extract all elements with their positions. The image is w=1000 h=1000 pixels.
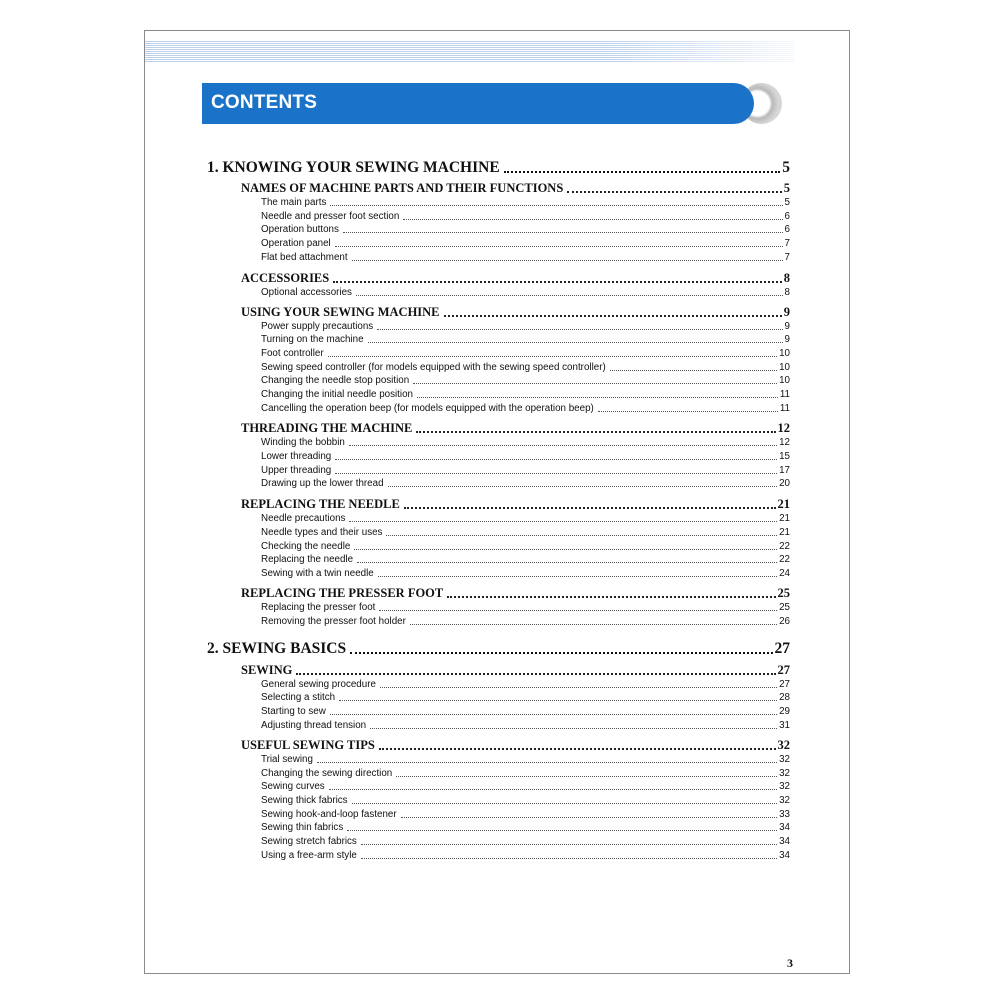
toc-page-number: 20 [779,478,790,489]
dot-leader [567,190,781,193]
toc-title: Sewing thick fabrics [261,795,348,806]
toc-title: Turning on the machine [261,334,364,345]
toc-page-number: 11 [779,403,790,414]
toc-item [261,781,790,792]
toc-title: Sewing thin fabrics [261,822,344,833]
document-page [144,30,850,974]
toc-title: Removing the presser foot holder [261,616,406,627]
toc-section [241,181,790,196]
toc-title: REPLACING THE PRESSER FOOT [241,586,444,600]
toc-title: REPLACING THE NEEDLE [241,497,400,511]
toc-title: Changing the sewing direction [261,768,393,779]
toc-section [241,305,790,320]
toc-title: Selecting a stitch [261,692,336,703]
toc-section [241,663,790,678]
toc-title: Upper threading [261,465,332,476]
dot-leader [317,761,777,763]
dot-leader [598,410,778,412]
toc-title: Power supply precautions [261,321,374,332]
dot-leader [335,245,783,247]
dot-leader [401,816,777,818]
toc-title: Operation buttons [261,224,339,235]
toc-item [261,568,790,579]
dot-leader [339,699,777,701]
toc-item [261,348,790,359]
dot-leader [370,727,777,729]
dot-leader [388,485,778,487]
toc-page-number: 15 [779,451,790,462]
toc-title: Sewing curves [261,781,325,792]
dot-leader [403,218,782,220]
dot-leader [349,444,777,446]
dot-leader [354,548,777,550]
dot-leader [377,328,782,330]
toc-item [261,451,790,462]
toc-page-number: 22 [779,541,790,552]
toc-page-number: 27 [779,679,790,690]
toc-title: Foot controller [261,348,324,359]
toc-item [261,527,790,538]
dot-leader [349,520,777,522]
page-number: 3 [787,956,793,970]
toc-item [261,754,790,765]
dot-leader [357,561,777,563]
toc-title: Needle precautions [261,513,346,524]
dot-leader [333,280,782,283]
toc-title: ACCESSORIES [241,271,330,285]
toc-chapter [207,640,790,658]
toc-title: THREADING THE MACHINE [241,421,413,435]
toc-page-number: 8 [784,287,790,298]
toc-page-number: 10 [779,362,790,373]
toc-page-number: 28 [779,692,790,703]
page-title: CONTENTS [211,92,318,113]
toc-item [261,321,790,332]
toc-item [261,679,790,690]
toc-item [261,238,790,249]
toc-title: Cancelling the operation beep (for models equipped with the operation beep) [261,403,594,414]
toc-item [261,809,790,820]
toc-title: Flat bed attachment [261,252,348,263]
toc-item [261,211,790,222]
dot-leader [410,623,777,625]
toc-title: Changing the initial needle position [261,389,413,400]
toc-item [261,389,790,400]
toc-item [261,822,790,833]
toc-page-number: 7 [784,238,790,249]
dot-leader [368,341,783,343]
toc-page-number: 12 [779,437,790,448]
toc-page-number: 33 [779,809,790,820]
dot-leader [352,802,778,804]
toc-title: Operation panel [261,238,331,249]
toc-chapter [207,159,790,177]
toc-page-number: 34 [779,822,790,833]
toc-page-number: 10 [779,375,790,386]
dot-leader [444,314,782,317]
toc-page-number: 29 [779,706,790,717]
toc-item [261,850,790,861]
toc-page-number: 34 [779,836,790,847]
toc-page-number: 12 [777,421,790,435]
toc-title: Sewing with a twin needle [261,568,374,579]
dot-leader [379,747,776,750]
toc-section [241,497,790,512]
toc-item [261,836,790,847]
toc-title: The main parts [261,197,327,208]
toc-item [261,478,790,489]
toc-item [261,720,790,731]
toc-item [261,252,790,263]
toc-title: Winding the bobbin [261,437,345,448]
toc-title: NAMES OF MACHINE PARTS AND THEIR FUNCTIONS [241,181,564,195]
dot-leader [413,382,777,384]
toc-page-number: 32 [779,781,790,792]
toc-page-number: 17 [779,465,790,476]
toc-page-number: 25 [777,586,790,600]
toc-title: 1. KNOWING YOUR SEWING MACHINE [207,159,500,176]
toc-item [261,706,790,717]
toc-item [261,224,790,235]
toc-page-number: 32 [777,738,790,752]
toc-section [241,271,790,286]
dot-leader [386,534,777,536]
dot-leader [335,458,777,460]
dot-leader [356,294,783,296]
dot-leader [380,686,777,688]
toc-page-number: 21 [777,497,790,511]
toc-item [261,403,790,414]
toc-page-number: 25 [779,602,790,613]
toc-page-number: 27 [777,663,790,677]
toc-title: Replacing the presser foot [261,602,376,613]
toc-page-number: 22 [779,554,790,565]
toc-title: Changing the needle stop position [261,375,410,386]
toc-title: Replacing the needle [261,554,354,565]
toc-title: Trial sewing [261,754,313,765]
toc-item [261,616,790,627]
toc-section [241,586,790,601]
dot-leader [352,259,783,261]
toc-page-number: 7 [784,252,790,263]
dot-leader [343,231,783,233]
toc-item [261,375,790,386]
dot-leader [335,472,777,474]
toc-page-number: 26 [779,616,790,627]
toc-item [261,437,790,448]
toc-item [261,287,790,298]
toc-page-number: 6 [784,224,790,235]
toc-item [261,513,790,524]
toc-item [261,602,790,613]
toc-page-number: 11 [779,389,790,400]
dot-leader [504,170,781,173]
toc-title: Using a free-arm style [261,850,357,861]
toc-page-number: 24 [779,568,790,579]
toc-title: SEWING [241,663,293,677]
dot-leader [296,672,775,675]
dot-leader [396,775,777,777]
toc-title: Starting to sew [261,706,326,717]
toc-section [241,738,790,753]
toc-page-number: 9 [784,334,790,345]
dot-leader [379,609,777,611]
toc-title: USEFUL SEWING TIPS [241,738,375,752]
toc-page-number: 5 [784,197,790,208]
toc-page-number: 9 [784,321,790,332]
toc-item [261,465,790,476]
dot-leader [329,788,777,790]
toc-page-number: 31 [779,720,790,731]
toc-page-number: 32 [779,768,790,779]
toc-page-number: 27 [774,640,790,657]
dot-leader [328,355,777,357]
toc-page-number: 21 [779,527,790,538]
dot-leader [347,829,777,831]
toc-page-number: 5 [782,159,790,176]
table-of-contents [145,31,849,973]
toc-title: 2. SEWING BASICS [207,640,347,657]
dot-leader [610,369,777,371]
toc-page-number: 21 [779,513,790,524]
toc-item [261,795,790,806]
toc-title: Sewing hook-and-loop fastener [261,809,397,820]
toc-item [261,197,790,208]
toc-item [261,692,790,703]
toc-page-number: 5 [783,181,790,195]
dot-leader [416,430,775,433]
toc-page-number: 9 [783,305,790,319]
toc-item [261,362,790,373]
toc-title: Checking the needle [261,541,351,552]
dot-leader [350,651,772,654]
dot-leader [404,506,776,509]
toc-item [261,334,790,345]
toc-section [241,421,790,436]
dot-leader [378,575,777,577]
toc-item [261,554,790,565]
toc-page-number: 8 [783,271,790,285]
toc-page-number: 32 [779,754,790,765]
toc-title: USING YOUR SEWING MACHINE [241,305,440,319]
toc-title: Sewing stretch fabrics [261,836,357,847]
toc-title: Adjusting thread tension [261,720,367,731]
toc-page-number: 10 [779,348,790,359]
dot-leader [330,713,777,715]
dot-leader [417,396,778,398]
toc-title: Needle and presser foot section [261,211,400,222]
dot-leader [361,857,777,859]
toc-item [261,768,790,779]
toc-title: Optional accessories [261,287,352,298]
toc-title: Lower threading [261,451,332,462]
dot-leader [330,204,782,206]
toc-page-number: 32 [779,795,790,806]
dot-leader [447,595,775,598]
toc-title: Sewing speed controller (for models equipped with the sewing speed controller) [261,362,606,373]
toc-title: Drawing up the lower thread [261,478,384,489]
toc-page-number: 6 [784,211,790,222]
toc-title: General sewing procedure [261,679,376,690]
toc-page-number: 34 [779,850,790,861]
dot-leader [361,843,777,845]
toc-title: Needle types and their uses [261,527,383,538]
toc-item [261,541,790,552]
